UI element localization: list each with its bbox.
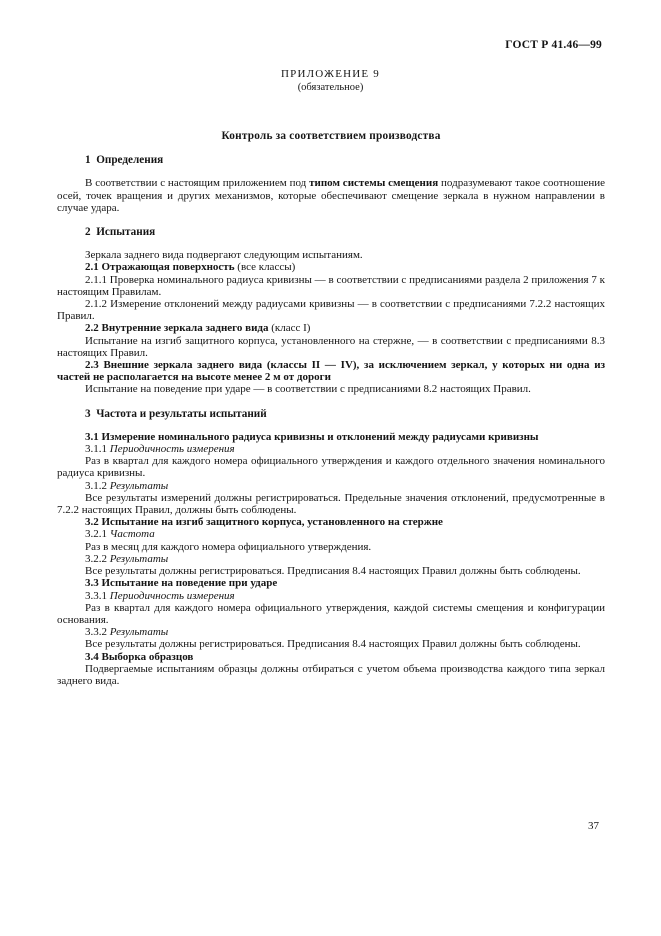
section-heading: [57, 154, 605, 166]
text-run: 3.1.2: [85, 479, 110, 492]
text-run: 2.2 Внутренние зеркала заднего вида: [85, 322, 269, 335]
paragraph: [57, 249, 605, 261]
text-run: 3.3.2: [85, 626, 110, 639]
text-run: Испытание на изгиб защитного корпуса, установленного на стержне, — в соответствии с предписаниями 8.3 настоящих Правил.: [57, 334, 605, 359]
text-run: типом системы смещения: [309, 177, 439, 190]
document-title: Контроль за соответствием производства: [221, 130, 441, 142]
paragraph: [57, 177, 605, 214]
paragraph: [57, 651, 605, 663]
paragraph: [57, 443, 605, 455]
paragraph: [57, 590, 605, 602]
text-run: 3.3.1: [85, 589, 110, 602]
text-run: 2.1 Отражающая поверхность: [85, 261, 235, 274]
doc-code: ГОСТ Р 41.46—99: [505, 39, 602, 51]
text-run: 3.1.1: [85, 443, 110, 456]
text-run: (класс I): [268, 322, 311, 335]
paragraph: [57, 455, 605, 479]
text-run: 3.1 Измерение номинального радиуса кривизны и отклонений между радиусами кривизны: [85, 430, 539, 443]
text-run: Зеркала заднего вида подвергают следующим испытаниям.: [85, 249, 363, 262]
paragraph: [57, 663, 605, 687]
paragraph: [57, 261, 605, 273]
document-content: [57, 154, 605, 687]
text-run: Периодичность измерения: [109, 443, 235, 456]
paragraph: [57, 638, 605, 650]
text-run: Подвергаемые испытаниям образцы должны отбираться с учетом объема производства каждого типа зеркал заднего вида.: [57, 662, 605, 687]
text-run: Раз в месяц для каждого номера официального утверждения.: [85, 540, 372, 553]
text-run: Все результаты должны регистрироваться. Предписания 8.4 настоящих Правил должны быть соблюдены.: [85, 565, 581, 578]
text-run: 3.4 Выборка образцов: [85, 650, 194, 663]
document-body: [57, 130, 605, 687]
paragraph: [57, 274, 605, 298]
text-run: подразумевают такое соотношение осей, точек вращения и других механизмов, которые обеспечивают смещение зеркала в нужном направлении в случае удара.: [57, 177, 605, 214]
text-run: Раз в квартал для каждого номера официального утверждения и каждого отдельного значения номинального радиуса кривизны.: [57, 455, 605, 480]
paragraph: [57, 553, 605, 565]
text-run: В соответствии с настоящим приложением под: [85, 177, 310, 190]
text-run: 3.3 Испытание на поведение при ударе: [85, 577, 278, 590]
text-run: Частота: [109, 528, 155, 541]
text-run: Все результаты измерений должны регистрироваться. Предельные значения отклонений, предусмотренные в 7.2.2 настоящих Правил, должны быть соблюдены.: [57, 491, 605, 517]
text-run: Периодичность измерения: [109, 589, 235, 602]
text-run: Испытание на поведение при ударе — в соответствии с предписаниями 8.2 настоящих Правил.: [85, 383, 531, 396]
paragraph: [57, 541, 605, 553]
paragraph: [57, 335, 605, 359]
text-run: 3 Частота и результаты испытаний: [85, 407, 267, 420]
text-run: 1 Определения: [85, 154, 164, 167]
text-run: (все классы): [234, 261, 296, 274]
text-run: 3.2.2: [85, 552, 110, 565]
text-run: 2.3 Внешние зеркала заднего вида (классы II — IV), за исключением зеркал, у которых ни одна из частей не располагается на высоте менее 2 м от дороги: [57, 359, 605, 384]
appendix-sublabel: (обязательное): [297, 82, 364, 93]
paragraph: [57, 516, 605, 528]
section-heading: [57, 226, 605, 238]
paragraph: [57, 602, 605, 626]
paragraph: [57, 528, 605, 540]
paragraph: [57, 577, 605, 589]
paragraph: [57, 492, 605, 516]
text-run: 2.1.2 Измерение отклонений между радиусами кривизны — в соответствии с предписаниями 7.2.2 настоящих Правил.: [57, 298, 605, 323]
paragraph: [57, 383, 605, 395]
text-run: 3.2 Испытание на изгиб защитного корпуса, установленного на стержне: [85, 516, 443, 529]
page-number: 37: [588, 820, 599, 832]
appendix-label: ПРИЛОЖЕНИЕ 9: [281, 68, 380, 80]
paragraph: [57, 565, 605, 577]
text-run: Результаты: [109, 479, 169, 492]
paragraph: [57, 298, 605, 322]
paragraph: [57, 626, 605, 638]
section-heading: [57, 408, 605, 420]
paragraph: [57, 480, 605, 492]
text-run: Раз в квартал для каждого номера официального утверждения, каждой системы смещения и конфигурации основания.: [57, 601, 605, 626]
paragraph: [57, 431, 605, 443]
paragraph: [57, 322, 605, 334]
text-run: 3.2.1: [85, 528, 110, 541]
paragraph: [57, 359, 605, 383]
text-run: Результаты: [109, 552, 169, 565]
text-run: Все результаты должны регистрироваться. Предписания 8.4 настоящих Правил должны быть соблюдены.: [85, 638, 581, 651]
text-run: Результаты: [109, 626, 169, 639]
text-run: 2 Испытания: [85, 226, 156, 239]
text-run: 2.1.1 Проверка номинального радиуса кривизны — в соответствии с предписаниями раздела 2 приложения 7 к настоящим Правилам.: [57, 273, 605, 298]
